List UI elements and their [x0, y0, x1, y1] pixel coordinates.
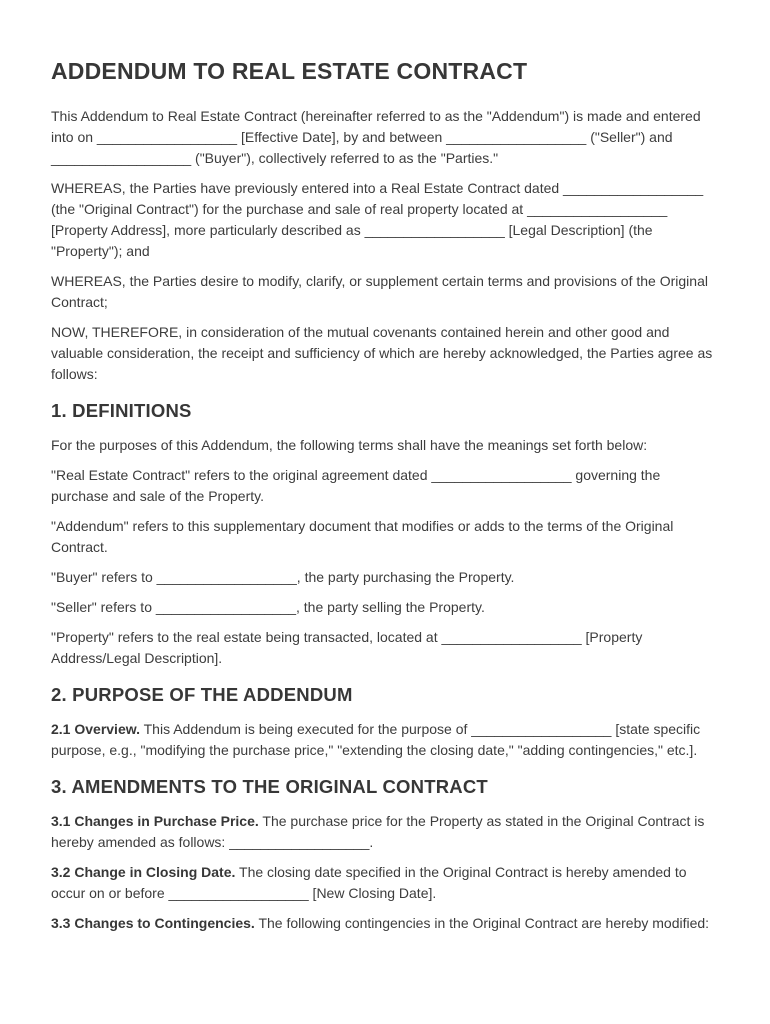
definition-addendum: "Addendum" refers to this supplementary document that modifies or adds to the terms of the Original Contract. — [51, 518, 674, 555]
intro-paragraph-now-therefore: NOW, THEREFORE, in consideration of the mutual covenants contained herein and other good and valuable consideration, the receipt and sufficiency of which are hereby acknowledged, the Parties agree as follows: — [51, 324, 713, 382]
definitions-intro-paragraph: For the purposes of this Addendum, the following terms shall have the meanings set forth below: — [51, 437, 648, 453]
definition-buyer: "Buyer" refers to __________________, the party purchasing the Property. — [51, 569, 515, 585]
section-heading-definitions: 1. DEFINITIONS — [51, 400, 192, 421]
clause-purchase-price-text: The purchase price for the Property as stated in the Original Contract is hereby amended as follows: __________________. — [51, 813, 705, 850]
definition-real-estate-contract: "Real Estate Contract" refers to the original agreement dated __________________ governing the purchase and sale of the Property. — [51, 467, 661, 504]
clause-purchase-price — [51, 811, 719, 853]
clause-closing-date-text: The closing date specified in the Original Contract is hereby amended to occur on or before __________________ [New Closing Date]. — [51, 864, 687, 901]
section-heading-purpose: 2. PURPOSE OF THE ADDENDUM — [51, 684, 353, 705]
clause-overview-text: This Addendum is being executed for the purpose of __________________ [state specific purpose, e.g., "modifying the purchase price," "extending the closing date," "adding contingencies," etc.]. — [51, 721, 701, 758]
intro-paragraph-effective-date: This Addendum to Real Estate Contract (hereinafter referred to as the "Addendum") is made and entered into on __________________ [Effective Date], by and between __________________ ("Seller") and __________________ ("Buyer"), collectively referred to as the "Parties." — [51, 108, 701, 166]
definition-seller: "Seller" refers to __________________, the party selling the Property. — [51, 599, 485, 615]
clause-contingencies-label: 3.3 Changes to Contingencies. — [51, 915, 255, 931]
intro-paragraph-whereas-contract: WHEREAS, the Parties have previously entered into a Real Estate Contract dated __________________ (the "Original Contract") for the purchase and sale of real property located at __________________ [Property Address], more particularly described as __________________ [Legal Description] (the "Property"); and — [51, 180, 704, 259]
clause-closing-date — [51, 862, 719, 904]
intro-paragraph-whereas-modify: WHEREAS, the Parties desire to modify, clarify, or supplement certain terms and provisions of the Original Contract; — [51, 273, 708, 310]
clause-contingencies-text: The following contingencies in the Original Contract are hereby modified: — [258, 915, 710, 931]
definition-property: "Property" refers to the real estate being transacted, located at __________________ [Property Address/Legal Description]. — [51, 629, 643, 666]
clause-overview-label: 2.1 Overview. — [51, 721, 140, 737]
section-heading-amendments: 3. AMENDMENTS TO THE ORIGINAL CONTRACT — [51, 776, 488, 797]
clause-overview — [51, 719, 719, 761]
clause-purchase-price-label: 3.1 Changes in Purchase Price. — [51, 813, 259, 829]
clause-contingencies — [51, 913, 719, 934]
clause-closing-date-label: 3.2 Change in Closing Date. — [51, 864, 236, 880]
document-title: ADDENDUM TO REAL ESTATE CONTRACT — [51, 58, 528, 84]
